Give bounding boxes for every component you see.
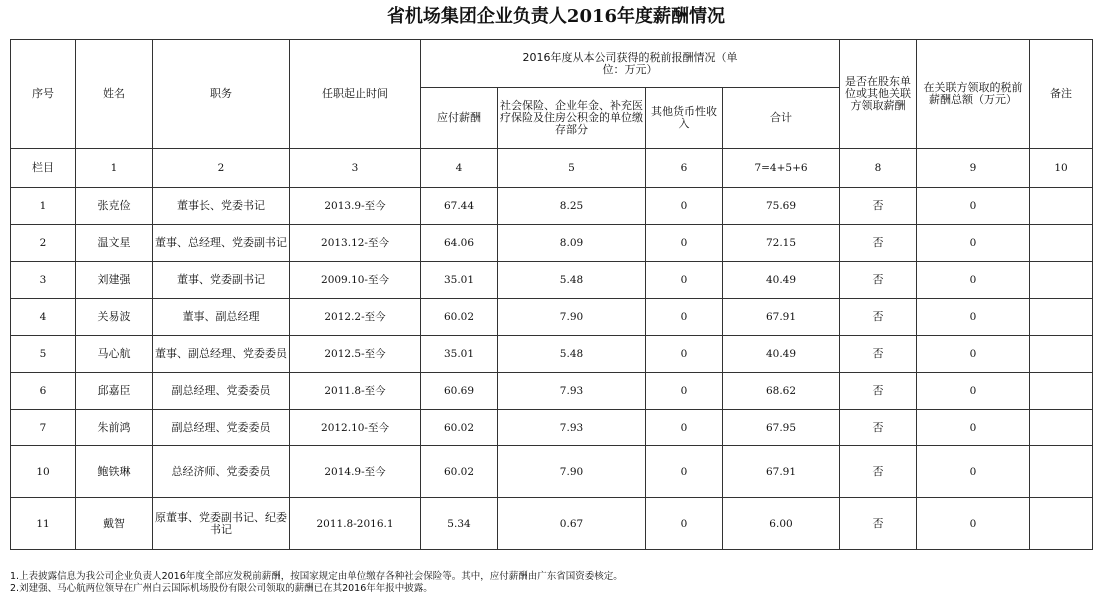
table-row: [11, 336, 1093, 373]
header-tenure: 任职起止时间: [290, 40, 421, 149]
header-group: 2016年度从本公司获得的税前报酬情况（单位：万元）: [421, 40, 840, 88]
cell-other: 0: [646, 446, 723, 498]
cell-tenure: 2011.8-2016.1: [290, 498, 421, 550]
cell-related: 0: [917, 446, 1030, 498]
cell-other: 0: [646, 299, 723, 336]
table-row: [11, 225, 1093, 262]
cell-payable: 60.69: [421, 373, 498, 410]
cell-social: 7.90: [498, 299, 646, 336]
footnote-1: 1.上表披露信息为我公司企业负责人2016年度全部应发税前薪酬，按国家规定由单位缴存各种社会保险等。其中，应付薪酬由广东省国资委核定。: [10, 571, 623, 582]
cell-seq: 5: [11, 336, 76, 373]
table-row: [11, 299, 1093, 336]
header-remark: 备注: [1030, 40, 1093, 149]
cell-payable: 60.02: [421, 299, 498, 336]
cell-remark: [1030, 373, 1093, 410]
cell-position: 副总经理、党委委员: [153, 373, 290, 410]
cell-seq: 3: [11, 262, 76, 299]
cell-name: 温文星: [76, 225, 153, 262]
column-index-cell: 3: [290, 149, 421, 188]
cell-total: 75.69: [723, 188, 840, 225]
column-index-cell: 10: [1030, 149, 1093, 188]
cell-seq: 10: [11, 446, 76, 498]
header-shareholder: 是否在股东单位或其他关联方领取薪酬: [840, 40, 917, 149]
header-payable: 应付薪酬: [421, 88, 498, 149]
header-total: 合计: [723, 88, 840, 149]
footnote-2: 2.刘建强、马心航两位领导在广州白云国际机场股份有限公司领取的薪酬已在其2016年年报中披露。: [10, 583, 433, 594]
cell-remark: [1030, 410, 1093, 446]
cell-shareholder: 否: [840, 299, 917, 336]
cell-related: 0: [917, 336, 1030, 373]
cell-remark: [1030, 225, 1093, 262]
cell-other: 0: [646, 262, 723, 299]
table-row: [11, 262, 1093, 299]
cell-seq: 4: [11, 299, 76, 336]
cell-tenure: 2012.2-至今: [290, 299, 421, 336]
table-row: [11, 373, 1093, 410]
cell-position: 董事、副总经理: [153, 299, 290, 336]
header-related: 在关联方领取的税前薪酬总额（万元）: [917, 40, 1030, 149]
column-index-cell: 栏目: [11, 149, 76, 188]
cell-social: 8.09: [498, 225, 646, 262]
cell-social: 7.93: [498, 410, 646, 446]
cell-tenure: 2013.9-至今: [290, 188, 421, 225]
cell-social: 8.25: [498, 188, 646, 225]
header-seq: 序号: [11, 40, 76, 149]
cell-tenure: 2013.12-至今: [290, 225, 421, 262]
cell-name: 朱前鸿: [76, 410, 153, 446]
cell-position: 副总经理、党委委员: [153, 410, 290, 446]
cell-other: 0: [646, 498, 723, 550]
cell-name: 鲍铁琳: [76, 446, 153, 498]
cell-social: 5.48: [498, 336, 646, 373]
cell-shareholder: 否: [840, 373, 917, 410]
cell-social: 7.93: [498, 373, 646, 410]
cell-social: 5.48: [498, 262, 646, 299]
column-index-cell: 5: [498, 149, 646, 188]
cell-total: 68.62: [723, 373, 840, 410]
cell-related: 0: [917, 410, 1030, 446]
cell-payable: 64.06: [421, 225, 498, 262]
cell-name: 邱嘉臣: [76, 373, 153, 410]
cell-social: 7.90: [498, 446, 646, 498]
column-index-cell: 9: [917, 149, 1030, 188]
table-row: [11, 188, 1093, 225]
column-index-cell: 7=4+5+6: [723, 149, 840, 188]
cell-seq: 11: [11, 498, 76, 550]
cell-shareholder: 否: [840, 262, 917, 299]
cell-remark: [1030, 188, 1093, 225]
salary-table: [10, 39, 1093, 550]
cell-other: 0: [646, 225, 723, 262]
cell-total: 67.91: [723, 299, 840, 336]
cell-shareholder: 否: [840, 188, 917, 225]
cell-remark: [1030, 446, 1093, 498]
cell-remark: [1030, 498, 1093, 550]
cell-remark: [1030, 262, 1093, 299]
cell-payable: 35.01: [421, 262, 498, 299]
cell-remark: [1030, 336, 1093, 373]
cell-total: 6.00: [723, 498, 840, 550]
column-index-cell: 6: [646, 149, 723, 188]
cell-remark: [1030, 299, 1093, 336]
cell-tenure: 2012.10-至今: [290, 410, 421, 446]
cell-related: 0: [917, 498, 1030, 550]
cell-tenure: 2012.5-至今: [290, 336, 421, 373]
cell-other: 0: [646, 373, 723, 410]
header-other: 其他货币性收入: [646, 88, 723, 149]
cell-name: 刘建强: [76, 262, 153, 299]
cell-seq: 6: [11, 373, 76, 410]
cell-seq: 7: [11, 410, 76, 446]
cell-other: 0: [646, 188, 723, 225]
column-index-cell: 1: [76, 149, 153, 188]
cell-shareholder: 否: [840, 225, 917, 262]
cell-payable: 5.34: [421, 498, 498, 550]
cell-shareholder: 否: [840, 446, 917, 498]
cell-name: 关易波: [76, 299, 153, 336]
cell-other: 0: [646, 336, 723, 373]
column-index-row: [11, 149, 1093, 188]
cell-payable: 35.01: [421, 336, 498, 373]
cell-total: 40.49: [723, 262, 840, 299]
cell-total: 67.91: [723, 446, 840, 498]
cell-payable: 60.02: [421, 446, 498, 498]
table-row: [11, 498, 1093, 550]
cell-name: 张克俭: [76, 188, 153, 225]
cell-seq: 1: [11, 188, 76, 225]
cell-shareholder: 否: [840, 498, 917, 550]
page-title: 省机场集团企业负责人2016年度薪酬情况: [386, 6, 726, 27]
cell-name: 马心航: [76, 336, 153, 373]
cell-total: 67.95: [723, 410, 840, 446]
cell-related: 0: [917, 262, 1030, 299]
cell-total: 72.15: [723, 225, 840, 262]
cell-tenure: 2011.8-至今: [290, 373, 421, 410]
cell-related: 0: [917, 225, 1030, 262]
cell-related: 0: [917, 373, 1030, 410]
cell-shareholder: 否: [840, 336, 917, 373]
cell-position: 董事长、党委书记: [153, 188, 290, 225]
column-index-cell: 4: [421, 149, 498, 188]
cell-total: 40.49: [723, 336, 840, 373]
cell-tenure: 2014.9-至今: [290, 446, 421, 498]
cell-social: 0.67: [498, 498, 646, 550]
header-social: 社会保险、企业年金、补充医疗保险及住房公积金的单位缴存部分: [498, 88, 646, 149]
cell-position: 董事、党委副书记: [153, 262, 290, 299]
table-row: [11, 410, 1093, 446]
cell-tenure: 2009.10-至今: [290, 262, 421, 299]
header-name: 姓名: [76, 40, 153, 149]
cell-shareholder: 否: [840, 410, 917, 446]
cell-name: 戴智: [76, 498, 153, 550]
cell-related: 0: [917, 299, 1030, 336]
cell-payable: 60.02: [421, 410, 498, 446]
cell-related: 0: [917, 188, 1030, 225]
column-index-cell: 8: [840, 149, 917, 188]
cell-payable: 67.44: [421, 188, 498, 225]
table-row: [11, 446, 1093, 498]
cell-other: 0: [646, 410, 723, 446]
column-index-cell: 2: [153, 149, 290, 188]
cell-position: 董事、副总经理、党委委员: [153, 336, 290, 373]
cell-seq: 2: [11, 225, 76, 262]
header-position: 职务: [153, 40, 290, 149]
footnotes: [10, 571, 623, 595]
cell-position: 原董事、党委副书记、纪委书记: [153, 498, 290, 550]
salary-table-body: [11, 40, 1093, 550]
cell-position: 董事、总经理、党委副书记: [153, 225, 290, 262]
cell-position: 总经济师、党委委员: [153, 446, 290, 498]
